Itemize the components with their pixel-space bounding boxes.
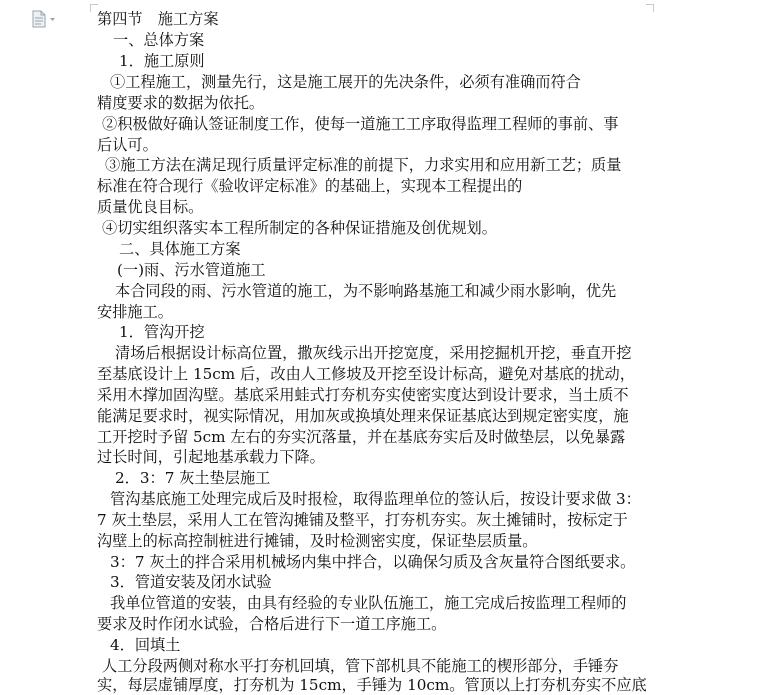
margin-marker-left: [90, 4, 91, 12]
heading-backfill: 4．回填土: [110, 636, 181, 654]
paragraph-line: ①工程施工，测量先行，这是施工展开的先决条件，必须有准确而符合: [110, 73, 581, 91]
paragraph-line: 安排施工。: [97, 303, 173, 321]
document-menu-button[interactable]: [31, 10, 57, 28]
heading-principles: 1．施工原则: [119, 52, 205, 70]
paragraph-line: 后认可。: [97, 136, 158, 154]
paragraph-line: 7 灰土垫层，采用人工在管沟摊铺及整平，打夯机夯实。灰土摊铺时，按标定于: [97, 511, 628, 529]
paragraph-line: 要求及时作闭水试验，合格后进行下一道工序施工。: [97, 615, 447, 633]
paragraph-line: 管沟基底施工处理完成后及时报检，取得监理单位的签认后，按设计要求做 3：: [110, 490, 641, 508]
paragraph-line: 清场后根据设计标高位置，撒灰线示出开挖宽度，采用挖掘机开挖，垂直开挖: [115, 344, 632, 362]
paragraph-line: 标准在符合现行《验收评定标准》的基础上，实现本工程提出的: [97, 177, 523, 195]
paragraph-line: 至基底设计上 15cm 后，改由人工修坡及开挖至设计标高，避免对基底的扰动，: [97, 365, 635, 383]
paragraph-line: ③施工方法在满足现行质量评定标准的前提下，力求实用和应用新工艺；质量: [105, 156, 622, 174]
heading-trench: 1．管沟开挖: [119, 323, 205, 341]
paragraph-line: 沟壁上的标高控制桩进行摊铺，及时检测密实度，保证垫层质量。: [97, 532, 538, 550]
paragraph-line: ②积极做好确认签证制度工作，使每一道施工工序取得监理工程师的事前、事: [102, 115, 619, 133]
paragraph-line: 精度要求的数据为依托。: [97, 94, 265, 112]
paragraph-line: 采用木撑加固沟壁。基底采用蛙式打夯机夯实使密实度达到设计要求，当土质不: [97, 386, 629, 404]
paragraph-line: 3：7 灰土的拌合采用机械场内集中拌合，以确保匀质及含灰量符合图纸要求。: [110, 553, 636, 571]
margin-marker-left-h: [90, 4, 98, 5]
heading-overall-plan: 一、总体方案: [113, 31, 205, 49]
paragraph-line: 人工分段两侧对称水平打夯机回填，管下部机具不能施工的楔形部分，手锤夯: [102, 657, 619, 675]
section-heading: 第四节 施工方案: [97, 10, 219, 28]
paragraph-line: 质量优良目标。: [97, 198, 204, 216]
paragraph-line: 能满足要求时，视实际情况，用加灰或换填处理来保证基底达到规定密实度，施: [97, 407, 629, 425]
margin-marker-right: [653, 4, 654, 12]
heading-detailed-plan: 二、具体施工方案: [119, 240, 241, 258]
document-icon: [31, 10, 57, 28]
heading-pipeline: (一)雨、污水管道施工: [117, 261, 266, 279]
heading-lime-soil: 2．3：7 灰土垫层施工: [115, 469, 271, 487]
paragraph-line: 工开挖时予留 5cm 左右的夯实沉落量，并在基底夯实后及时做垫层，以免暴露: [97, 428, 626, 446]
paragraph-line: 过长时间，引起地基承载力下降。: [97, 448, 325, 466]
paragraph-line: ④切实组织落实本工程所制定的各种保证措施及创优规划。: [102, 219, 497, 237]
paragraph-line: 本合同段的雨、污水管道的施工，为不影响路基施工和减少雨水影响，优先: [115, 282, 617, 300]
heading-pipe-install: 3．管道安装及闭水试验: [110, 573, 272, 591]
paragraph-line: 实，每层虚铺厚度，打夯机为 15cm，手锤为 10cm。管顶以上打夯机夯实不应底: [97, 676, 647, 694]
paragraph-line: 我单位管道的安装，由具有经验的专业队伍施工，施工完成后按监理工程师的: [110, 594, 627, 612]
margin-marker-right-h: [646, 4, 654, 5]
chevron-down-icon: [50, 18, 55, 21]
